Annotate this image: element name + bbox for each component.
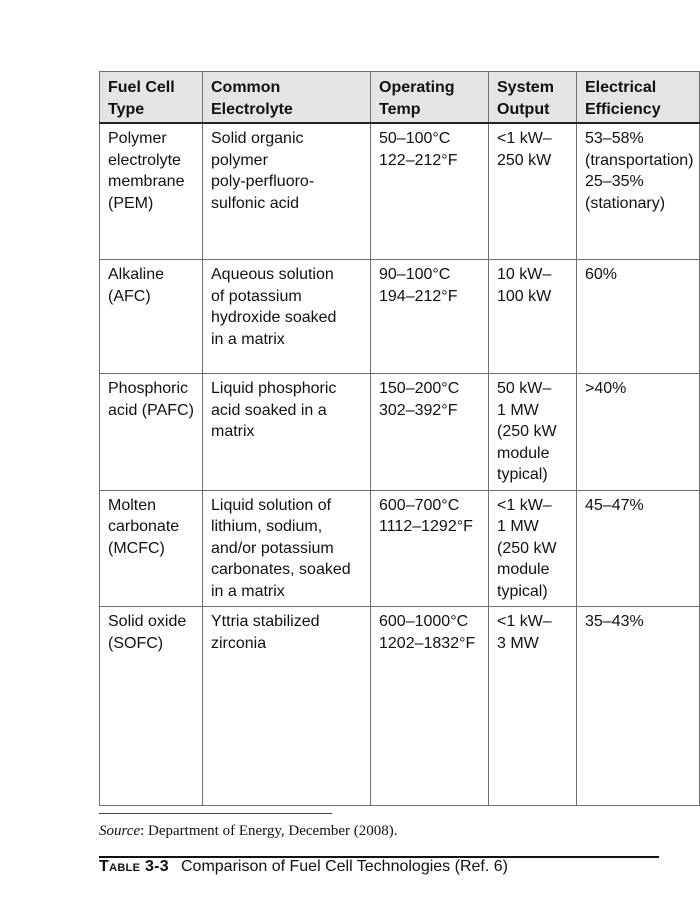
cell-common-electrolyte: Liquid solution of lithium, sodium, and/or potassium carbonates, soaked in a matrix [203, 490, 371, 607]
cell-system-output: <1 kW– 1 MW (250 kW module typical) [489, 490, 577, 607]
cell-electrical-efficiency: 35–43% [577, 607, 700, 806]
header-electrical-efficiency: Electrical Efficiency [577, 72, 700, 124]
cell-system-output: <1 kW– 3 MW [489, 607, 577, 806]
cell-electrical-efficiency: 53–58% (transportation) 25–35% (stationary) [577, 123, 700, 260]
header-row [100, 72, 700, 124]
cell-electrical-efficiency: 60% [577, 260, 700, 374]
cell-system-output: <1 kW– 250 kW [489, 123, 577, 260]
cell-electrical-efficiency: >40% [577, 374, 700, 491]
header-common-electrolyte: Common Electrolyte [203, 72, 371, 124]
source-divider [99, 813, 332, 814]
cell-operating-temp: 600–700°C 1112–1292°F [371, 490, 489, 607]
table-row [100, 260, 700, 374]
cell-common-electrolyte: Aqueous solution of potassium hydroxide soaked in a matrix [203, 260, 371, 374]
cell-fuel-cell-type: Phosphoric acid (PAFC) [100, 374, 203, 491]
cell-fuel-cell-type: Molten carbonate (MCFC) [100, 490, 203, 607]
fuel-cell-table-wrapper [99, 71, 699, 806]
header-operating-temp: Operating Temp [371, 72, 489, 124]
table-row [100, 490, 700, 607]
table-row [100, 374, 700, 491]
table-body [100, 123, 700, 806]
cell-fuel-cell-type: Polymer electrolyte membrane (PEM) [100, 123, 203, 260]
cell-operating-temp: 50–100°C 122–212°F [371, 123, 489, 260]
cell-operating-temp: 150–200°C 302–392°F [371, 374, 489, 491]
source-label: Source [99, 823, 141, 839]
cell-operating-temp: 90–100°C 194–212°F [371, 260, 489, 374]
cell-system-output: 10 kW– 100 kW [489, 260, 577, 374]
caption-text: Comparison of Fuel Cell Technologies (Ref. 6) [181, 858, 508, 875]
header-fuel-cell-type: Fuel Cell Type [100, 72, 203, 124]
cell-common-electrolyte: Liquid phosphoric acid soaked in a matrix [203, 374, 371, 491]
source-text: : Department of Energy, December (2008). [140, 823, 398, 839]
fuel-cell-comparison-table [99, 71, 700, 806]
cell-operating-temp: 600–1000°C 1202–1832°F [371, 607, 489, 806]
table-caption [99, 858, 508, 876]
cell-fuel-cell-type: Solid oxide (SOFC) [100, 607, 203, 806]
cell-common-electrolyte: Solid organic polymer poly-perfluoro- sulfonic acid [203, 123, 371, 260]
source-note [99, 823, 398, 840]
cell-electrical-efficiency: 45–47% [577, 490, 700, 607]
cell-common-electrolyte: Yttria stabilized zirconia [203, 607, 371, 806]
table-row [100, 123, 700, 260]
table-header [100, 72, 700, 124]
table-row [100, 607, 700, 806]
header-system-output: System Output [489, 72, 577, 124]
caption-label: Table 3-3 [99, 858, 169, 875]
cell-fuel-cell-type: Alkaline (AFC) [100, 260, 203, 374]
cell-system-output: 50 kW– 1 MW (250 kW module typical) [489, 374, 577, 491]
